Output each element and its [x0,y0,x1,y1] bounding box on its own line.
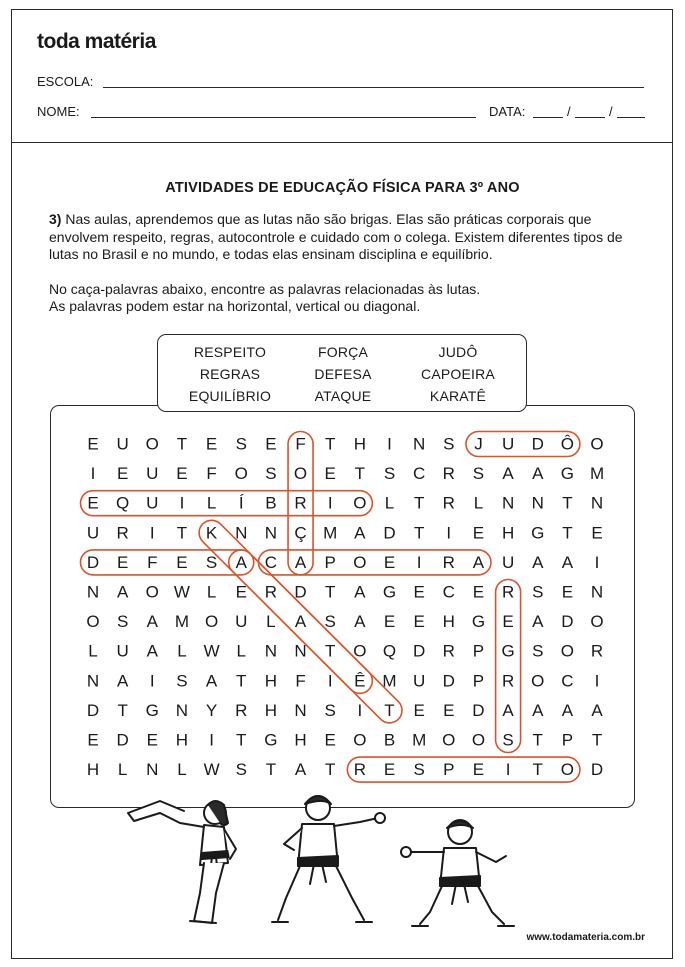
grid-letter[interactable]: A [472,552,485,572]
grid-letter[interactable]: S [265,464,277,484]
grid-letter[interactable]: D [442,671,455,691]
grid-letter[interactable]: G [560,464,575,484]
grid-letter[interactable]: A [116,671,129,691]
letter-layer [86,435,604,780]
grid-letter[interactable]: U [116,641,129,661]
grid-letter[interactable]: D [86,552,100,572]
grid-letter[interactable]: R [353,760,366,780]
grid-letter[interactable]: A [354,523,366,543]
grid-letter[interactable]: E [472,523,485,543]
grid-letter[interactable]: S [532,641,544,661]
grid-letter[interactable]: G [264,730,278,750]
grid-letter[interactable]: I [149,671,155,691]
grid-letter[interactable]: E [176,552,188,572]
grid-letter[interactable]: N [590,493,604,513]
grid-letter[interactable]: I [594,552,600,572]
grid-letter[interactable]: O [204,612,219,632]
grid-letter[interactable]: S [532,582,544,602]
grid-letter[interactable]: L [206,582,217,602]
grid-letter[interactable]: H [442,612,455,632]
grid-letter[interactable]: N [294,641,307,661]
grid-letter[interactable]: H [264,700,278,720]
grid-letter[interactable]: Ç [294,523,307,543]
grid-letter[interactable]: E [502,612,514,632]
instruction-1: No caça-palavras abaixo, encontre as palavras relacionadas às lutas. [49,281,481,297]
grid-letter[interactable]: I [416,552,422,572]
grid-letter[interactable]: O [293,464,308,484]
grid-letter[interactable]: O [531,671,545,691]
grid-letter[interactable]: E [413,700,425,720]
grid-letter[interactable]: I [209,730,214,750]
grid-letter[interactable]: U [235,612,248,632]
grid-letter[interactable]: T [265,760,277,780]
grid-letter[interactable]: L [206,493,217,513]
grid-letter[interactable]: D [531,434,544,454]
grid-letter[interactable]: R [442,493,455,513]
grid-letter[interactable]: L [177,760,187,780]
grid-letter[interactable]: T [532,730,543,750]
grid-letter[interactable]: P [443,760,455,780]
page-title: ATIVIDADES DE EDUCAÇÃO FÍSICA PARA 3º ANO [165,180,520,196]
grid-letter[interactable]: I [327,671,333,691]
grid-letter[interactable]: T [413,523,425,543]
grid-letter[interactable]: M [174,612,190,632]
grid-letter[interactable]: I [446,523,452,543]
grid-letter[interactable]: I [387,434,392,454]
grid-letter[interactable]: H [501,523,515,543]
grid-letter[interactable]: E [472,582,485,602]
grid-letter[interactable]: U [86,523,100,543]
school-label: ESCOLA: [37,74,94,89]
grid-letter[interactable]: R [590,641,604,661]
grid-letter[interactable]: T [236,671,247,691]
grid-letter[interactable]: S [383,464,396,484]
highlight-layer [81,432,580,783]
grid-letter[interactable]: G [145,700,159,720]
grid-letter[interactable]: E [235,582,247,602]
grid-letter[interactable]: H [353,434,366,454]
grid-letter[interactable]: T [384,700,395,720]
grid-letter[interactable]: Í [238,493,244,513]
grid-letter[interactable]: U [501,552,515,572]
grid-letter[interactable]: L [88,641,98,661]
grid-letter[interactable]: N [86,582,100,602]
grid-letter[interactable]: I [149,523,155,543]
grid-letter[interactable]: E [324,730,336,750]
grid-letter[interactable]: O [353,493,367,513]
grid-letter[interactable]: A [532,700,544,720]
karate-boy-punch-illustration [268,788,393,928]
grid-letter[interactable]: N [264,523,278,543]
grid-letter[interactable]: I [357,700,363,720]
grid-letter[interactable]: M [589,464,605,484]
grid-letter[interactable]: G [382,582,397,602]
grid-letter[interactable]: O [590,434,604,454]
grid-letter[interactable]: A [561,700,574,720]
grid-letter[interactable]: I [179,493,185,513]
grid-letter[interactable]: E [413,582,425,602]
grid-letter[interactable]: A [532,552,544,572]
grid-letter[interactable]: Q [382,641,397,661]
grid-letter[interactable]: S [443,434,455,454]
grid-letter[interactable]: N [146,760,159,780]
grid-letter[interactable]: A [205,671,218,691]
grid-letter[interactable]: C [561,671,574,691]
grid-letter[interactable]: E [383,760,396,780]
grid-letter[interactable]: W [203,760,220,780]
grid-letter[interactable]: E [146,730,158,750]
grid-letter[interactable]: D [294,582,307,602]
grid-letter[interactable]: O [145,582,159,602]
brand-logo: toda matéria [37,30,156,53]
grid-letter[interactable]: H [264,671,278,691]
grid-letter[interactable]: A [294,760,307,780]
highlight-respeito [347,757,580,782]
grid-letter[interactable]: D [116,730,129,750]
grid-letter[interactable]: R [442,641,455,661]
grid-letter[interactable]: A [146,641,158,661]
grid-letter[interactable]: P [561,730,574,750]
grid-letter[interactable]: S [205,552,218,572]
grid-letter[interactable]: G [471,612,486,632]
date-separator: / [609,104,613,119]
grid-letter[interactable]: B [383,730,396,750]
grid-letter[interactable]: S [116,612,129,632]
grid-letter[interactable]: N [294,700,307,720]
grid-letter[interactable]: T [325,641,336,661]
grid-letter[interactable]: H [294,730,307,750]
grid-letter[interactable]: T [176,523,188,543]
grid-letter[interactable]: S [472,464,485,484]
grid-letter[interactable]: T [562,493,573,513]
grid-letter[interactable]: T [236,730,247,750]
grid-letter[interactable]: Ê [354,671,366,691]
grid-letter[interactable]: A [532,612,544,632]
grid-letter[interactable]: O [442,730,456,750]
grid-letter[interactable]: G [531,523,545,543]
grid-letter[interactable]: R [442,552,455,572]
grid-letter[interactable]: F [295,434,306,454]
grid-letter[interactable]: A [116,582,129,602]
grid-letter[interactable]: A [532,464,544,484]
grid-letter[interactable]: I [327,493,333,513]
question-body: Nas aulas, aprendemos que as lutas não são brigas. Elas são práticas corporais que envolvem respeito, regras, autocontrole e cuidado com o colega. Existem diferentes tipos de lutas no Brasil e no mundo, e todas elas ensinam disciplina e equilíbrio. [49,211,623,262]
grid-letter[interactable]: U [413,671,426,691]
grid-letter[interactable]: P [324,552,336,572]
grid-letter[interactable]: O [86,612,100,632]
grid-letter[interactable]: F [295,671,306,691]
grid-letter[interactable]: E [324,464,336,484]
grid-letter[interactable]: A [502,700,514,720]
grid-letter[interactable]: P [472,641,485,661]
grid-letter[interactable]: A [502,464,514,484]
grid-letter[interactable]: F [206,464,217,484]
grid-letter[interactable]: L [117,760,128,780]
grid-letter[interactable]: E [561,582,574,602]
grid-letter[interactable]: Ô [560,434,575,454]
highlight-defesa [81,550,254,575]
grid-letter[interactable]: T [325,760,336,780]
grid-letter[interactable]: N [175,700,189,720]
grid-letter[interactable]: I [90,464,96,484]
grid-letter[interactable]: T [176,434,188,454]
grid-letter[interactable]: U [146,464,159,484]
grid-letter[interactable]: D [383,523,396,543]
word-list-item: CAPOEIRA [421,366,495,382]
grid-letter[interactable]: D [590,760,604,780]
word-list-item: KARATÊ [429,388,487,404]
grid-letter[interactable]: M [412,730,427,750]
grid-letter[interactable]: L [177,641,187,661]
instruction-2: As palavras podem estar na horizontal, vertical ou diagonal. [49,298,421,314]
grid-letter[interactable]: R [442,464,455,484]
grid-letter[interactable]: A [294,612,307,632]
word-list-item: EQUILÍBRIO [188,388,272,404]
grid-letter[interactable]: S [324,612,336,632]
grid-letter[interactable]: T [532,760,543,780]
grid-letter[interactable]: R [116,523,129,543]
grid-letter[interactable]: D [86,700,100,720]
grid-letter[interactable]: N [501,493,515,513]
grid-letter[interactable]: O [560,641,575,661]
grid-letter[interactable]: S [235,434,247,454]
grid-letter[interactable]: O [353,641,367,661]
grid-letter[interactable]: O [353,552,367,572]
grid-letter[interactable]: O [590,612,604,632]
grid-letter[interactable]: E [443,700,455,720]
grid-letter[interactable]: E [87,730,99,750]
grid-letter[interactable]: S [176,671,188,691]
grid-letter[interactable]: L [384,493,395,513]
grid-letter[interactable]: E [116,552,129,572]
grid-letter[interactable]: N [235,523,248,543]
grid-letter[interactable]: W [173,582,190,602]
grid-letter[interactable]: C [413,464,426,484]
grid-letter[interactable]: A [354,612,366,632]
grid-letter[interactable]: A [561,552,574,572]
grid-letter[interactable]: I [594,671,600,691]
grid-letter[interactable]: W [203,641,220,661]
grid-letter[interactable]: R [235,700,248,720]
grid-letter[interactable]: Q [116,493,130,513]
word-list-item: ATAQUE [314,388,372,404]
grid-letter[interactable]: E [87,434,99,454]
grid-letter[interactable]: U [501,434,515,454]
grid-letter[interactable]: D [472,700,485,720]
grid-letter[interactable]: S [413,760,425,780]
grid-letter[interactable]: E [176,464,188,484]
grid-letter[interactable]: K [205,523,218,543]
grid-letter[interactable]: A [591,700,603,720]
highlight-regras [496,580,521,753]
grid-letter[interactable]: O [145,434,159,454]
highlight-karatê [194,515,378,698]
grid-letter[interactable]: A [294,552,307,572]
grid-letter[interactable]: E [383,552,396,572]
question-number: 3) [49,211,62,227]
grid-letter[interactable]: N [413,434,426,454]
grid-letter[interactable]: L [236,641,246,661]
grid-letter[interactable]: S [235,760,247,780]
grid-letter[interactable]: E [87,493,99,513]
grid-letter[interactable]: E [116,464,129,484]
grid-letter[interactable]: H [175,730,189,750]
grid-letter[interactable]: E [472,760,485,780]
grid-letter[interactable]: A [146,612,158,632]
word-list-item: FORÇA [318,344,368,360]
date-separator: / [567,104,571,119]
word-list-item: REGRAS [199,366,261,382]
grid-letter[interactable]: D [561,612,574,632]
grid-letter[interactable]: T [562,523,573,543]
grid-letter[interactable]: T [325,582,336,602]
grid-letter[interactable]: P [472,671,485,691]
grid-letter[interactable]: M [323,523,338,543]
grid-letter[interactable]: F [147,552,158,572]
karate-girl-kick-illustration [120,793,250,928]
grid-letter[interactable]: S [324,700,336,720]
grid-letter[interactable]: E [265,434,277,454]
grid-letter[interactable]: C [264,552,278,572]
grid-letter[interactable]: E [205,434,218,454]
highlight-ataque [224,545,408,728]
grid-letter[interactable]: U [116,434,129,454]
grid-letter[interactable]: J [474,434,483,454]
word-list-item: RESPEITO [193,344,267,360]
grid-letter[interactable]: N [531,493,544,513]
grid-letter[interactable]: R [264,582,278,602]
grid-letter[interactable]: O [471,730,486,750]
grid-letter[interactable]: N [590,582,604,602]
grid-letter[interactable]: B [265,493,277,513]
grid-letter[interactable]: C [442,582,455,602]
grid-letter[interactable]: A [235,552,247,572]
grid-letter[interactable]: T [325,434,336,454]
word-list-item: JUDÔ [438,344,478,360]
grid-letter[interactable]: S [502,730,514,750]
grid-letter[interactable]: I [505,760,511,780]
grid-letter[interactable]: O [353,730,367,750]
grid-letter[interactable]: H [86,760,100,780]
grid-letter[interactable]: R [501,671,515,691]
grid-letter[interactable]: R [501,582,515,602]
karate-boy-stance-illustration [400,812,520,930]
grid-letter[interactable]: T [354,464,366,484]
grid-letter[interactable]: U [146,493,159,513]
grid-letter[interactable]: L [473,493,484,513]
grid-letter[interactable]: Y [205,700,218,720]
grid-letter[interactable]: D [413,641,426,661]
grid-letter[interactable]: O [560,760,575,780]
grid-letter[interactable]: R [294,493,307,513]
grid-letter[interactable]: G [501,641,515,661]
grid-letter[interactable]: T [117,700,128,720]
grid-letter[interactable]: O [234,464,248,484]
grid-letter[interactable]: A [354,582,366,602]
grid-letter[interactable]: T [591,730,603,750]
grid-letter[interactable]: E [591,523,603,543]
footer-website: www.todamateria.com.br [526,932,645,943]
date-label: DATA: [489,104,526,119]
word-list-item: DEFESA [314,366,372,382]
grid-letter[interactable]: E [413,612,425,632]
grid-letter[interactable]: N [86,671,100,691]
highlight-capoeira [258,550,491,575]
grid-letter[interactable]: E [383,612,396,632]
grid-letter[interactable]: L [266,612,276,632]
name-label: NOME: [37,104,80,119]
grid-letter[interactable]: M [382,671,397,691]
grid-letter[interactable]: T [413,493,425,513]
grid-letter[interactable]: N [264,641,278,661]
